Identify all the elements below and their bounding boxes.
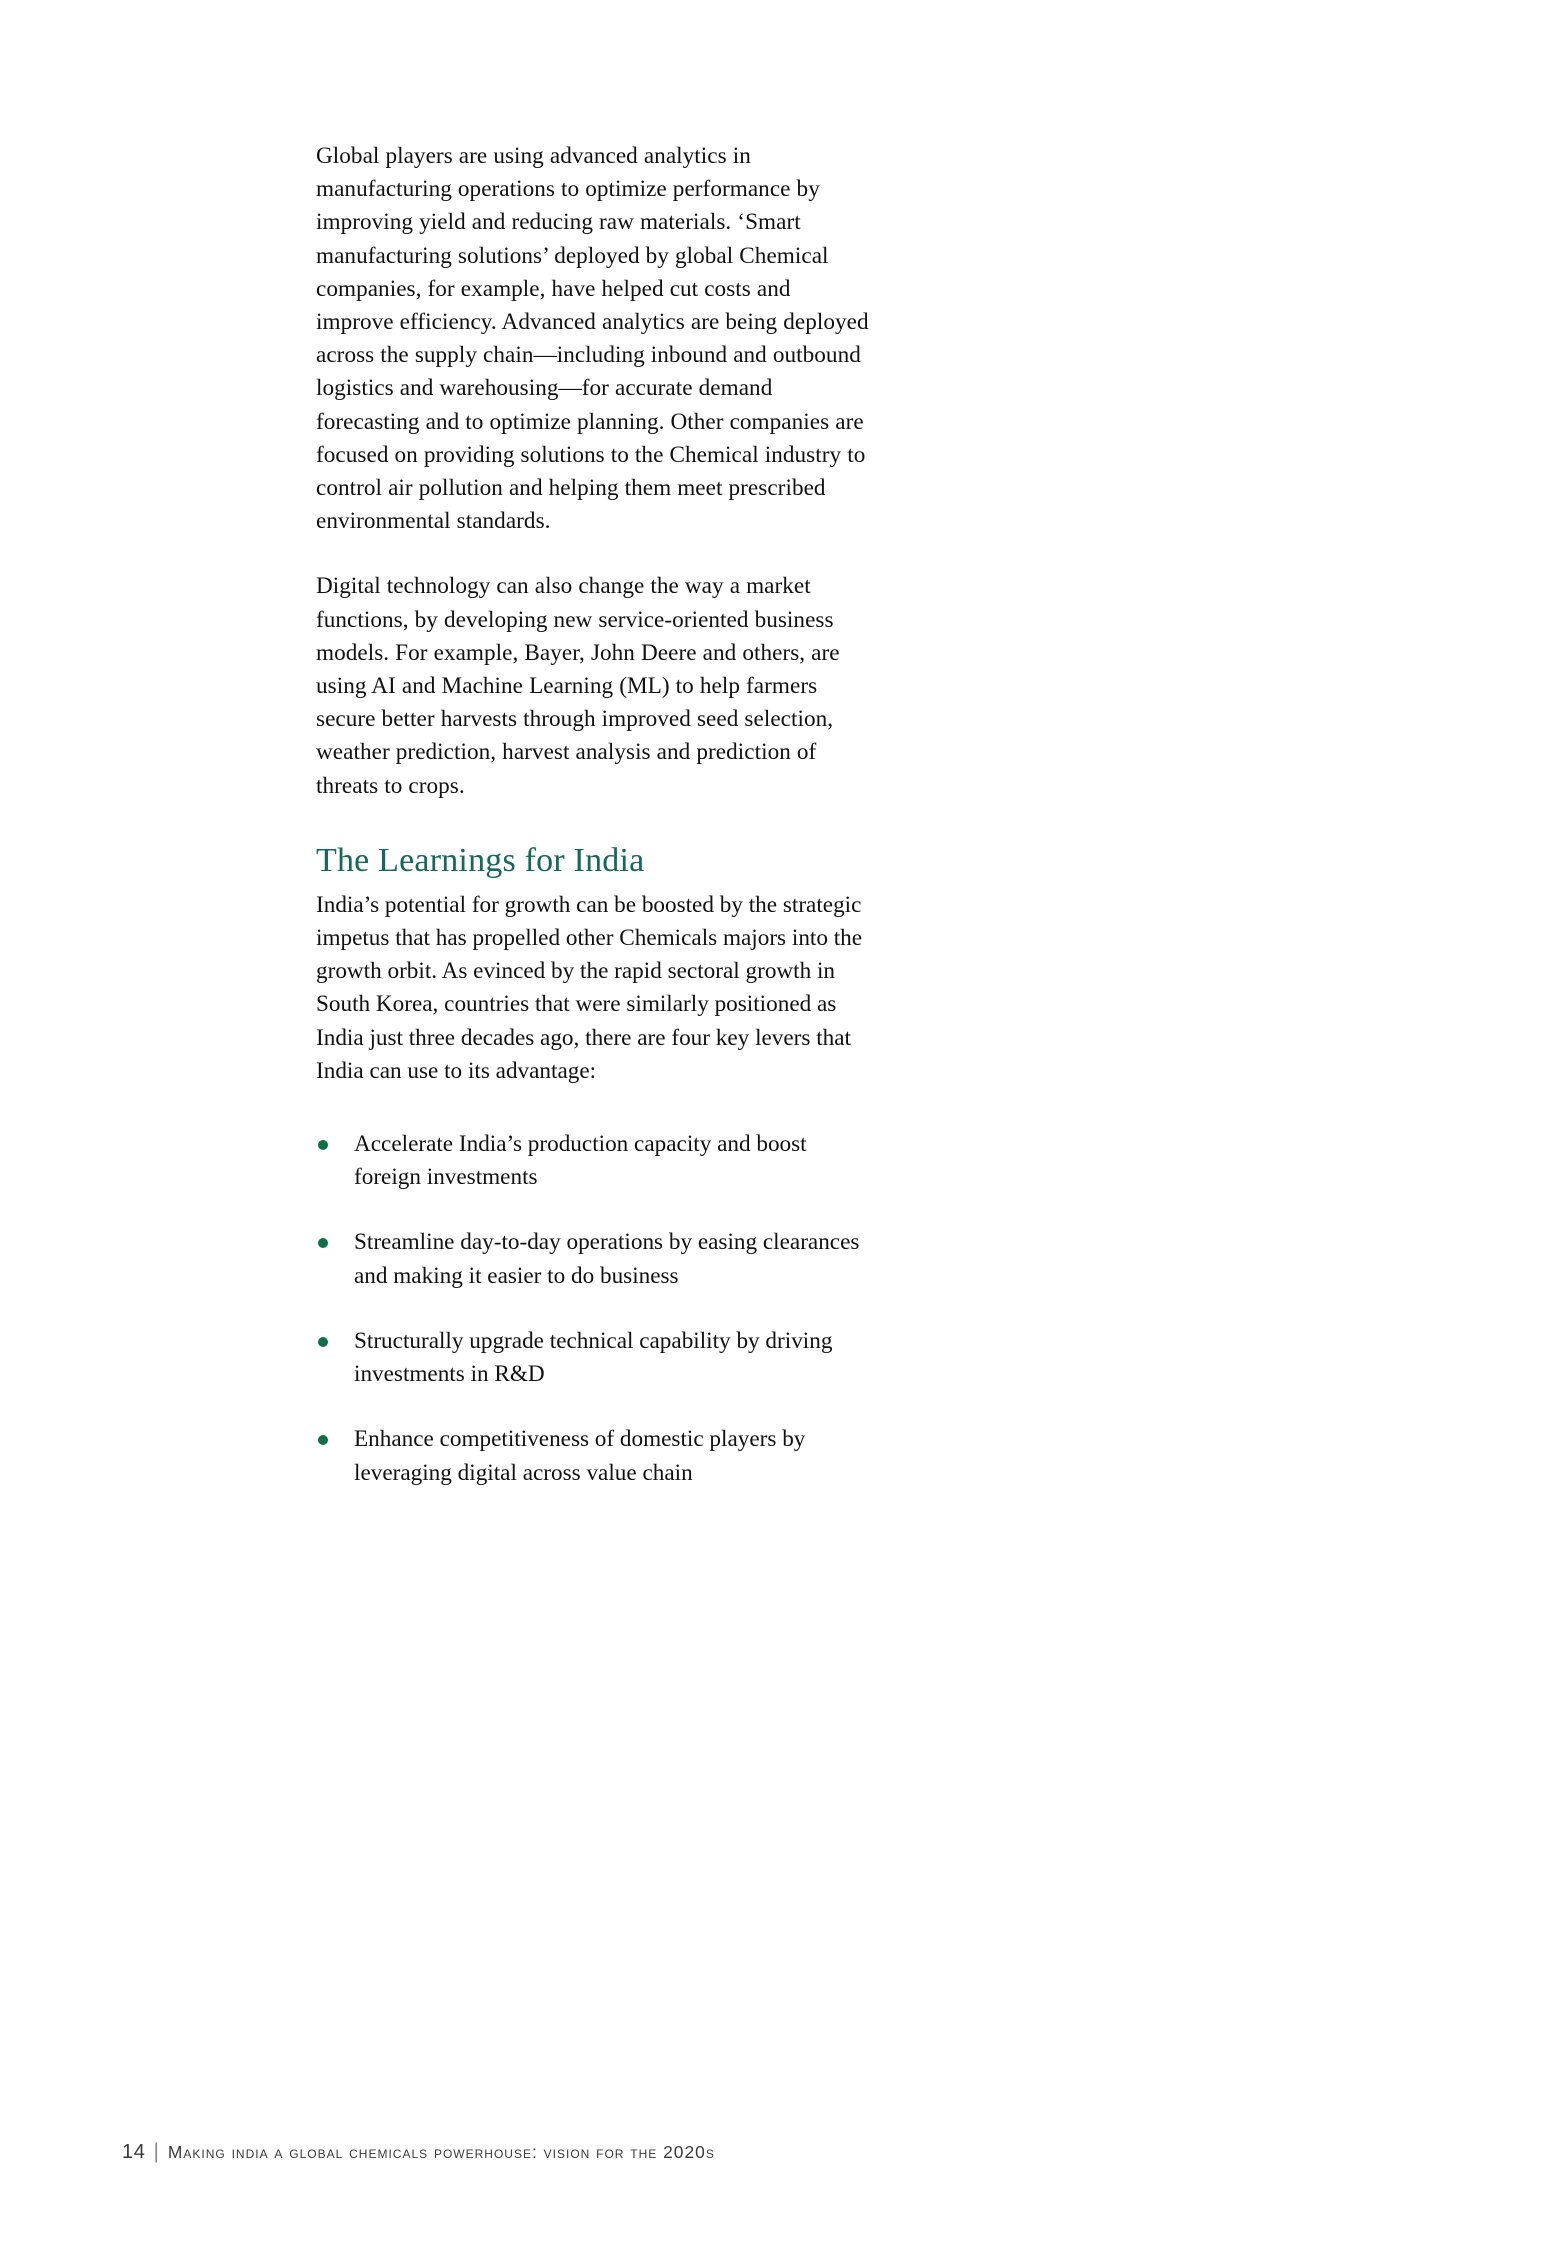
list-item-label: Structurally upgrade technical capability by driving investments in R&D: [354, 1327, 833, 1388]
list-item: [316, 1128, 874, 1194]
section-heading: The Learnings for India: [316, 841, 645, 879]
section-learnings-for-india: [316, 841, 874, 1490]
list-item: [316, 1423, 874, 1489]
body-paragraph-2: Digital technology can also change the way a market functions, by developing new service-oriented business models. For example, Bayer, John Deere and others, are using AI and Machine Learning (ML) to help farmers secure better harvests through improved seed selection, weather prediction, harvest analysis and prediction of threats to crops.: [316, 573, 840, 799]
footer-document-title: making india a global chemicals powerhouse: vision for the 2020s: [167, 2142, 715, 2162]
text-column: [316, 140, 874, 1490]
bullet-dot-icon: [318, 1337, 328, 1347]
bullet-dot-icon: [318, 1238, 328, 1248]
section-intro-paragraph: India’s potential for growth can be boosted by the strategic impetus that has propelled other Chemicals majors into the growth orbit. As evinced by the rapid sectoral growth in South Korea, countries that were similarly positioned as India just three decades ago, there are four key levers that India can use to its advantage:: [316, 891, 863, 1084]
bullet-dot-icon: [318, 1435, 328, 1445]
body-paragraph-1: Global players are using advanced analytics in manufacturing operations to optimize performance by improving yield and reducing raw materials. ‘Smart manufacturing solutions’ deployed by global Chemical companies, for example, have helped cut costs and improve efficiency. Advanced analytics are being deployed across the supply chain—including inbound and outbound logistics and warehousing—for accurate demand forecasting and to optimize planning. Other companies are focused on providing solutions to the Chemical industry to control air pollution and helping them meet prescribed environmental standards.: [316, 143, 869, 535]
footer-separator: |: [153, 2140, 159, 2163]
list-item-label: Enhance competitiveness of domestic players by leveraging digital across value chain: [354, 1426, 806, 1486]
footer-page-number: 14: [122, 2141, 146, 2163]
key-levers-list: [316, 1128, 874, 1490]
list-item-label: Streamline day-to-day operations by easing clearances and making it easier to do business: [354, 1229, 860, 1289]
page-footer: [122, 2140, 715, 2164]
list-item: [316, 1325, 874, 1391]
list-item-label: Accelerate India’s production capacity and boost foreign investments: [354, 1131, 807, 1191]
list-item: [316, 1226, 874, 1292]
bullet-dot-icon: [318, 1140, 328, 1150]
